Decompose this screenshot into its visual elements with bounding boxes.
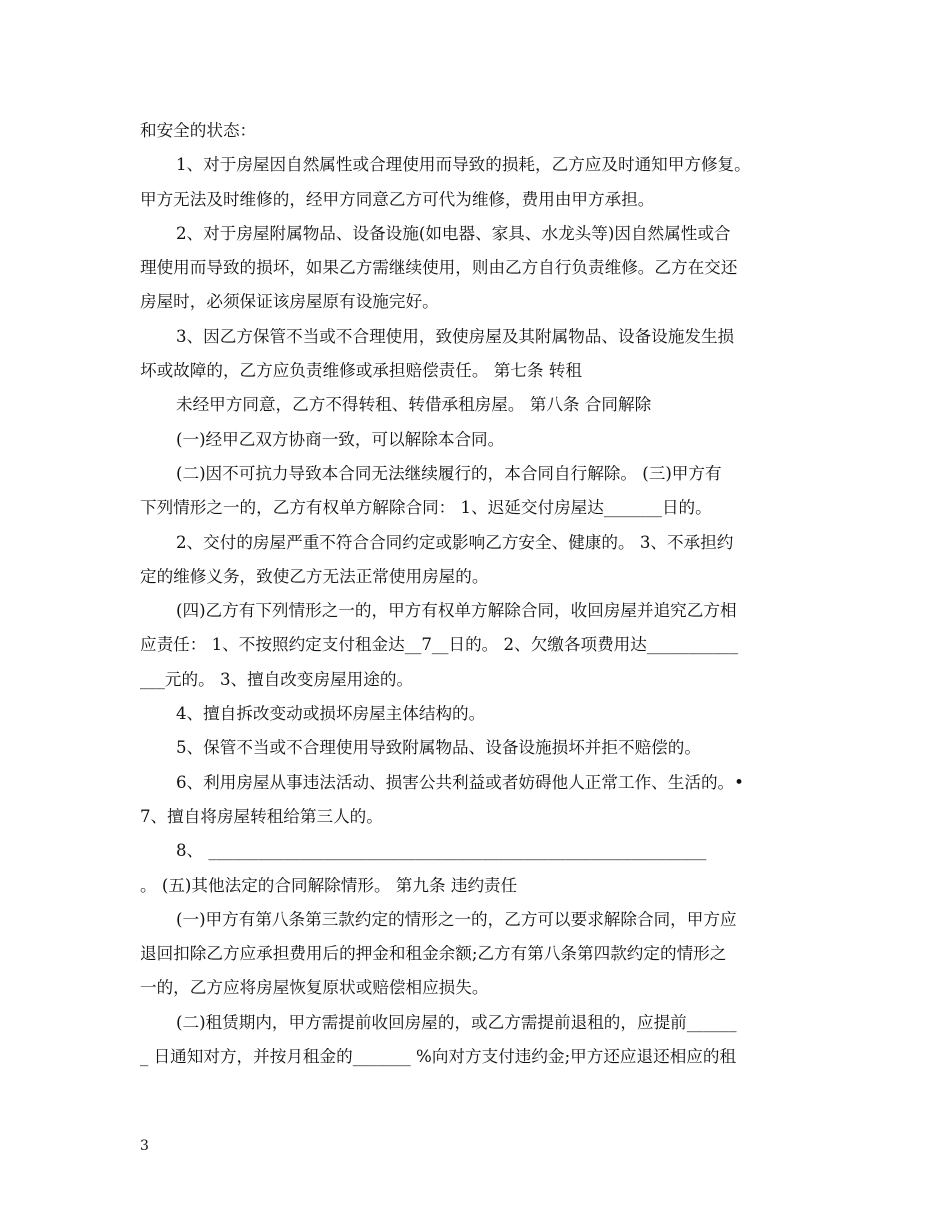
text-line: 甲方无法及时维修的，经甲方同意乙方可代为维修，费用由甲方承担。 xyxy=(140,189,655,209)
text-line: 坏或故障的，乙方应负责维修或承担赔偿责任。 第七条 转租 xyxy=(140,361,582,381)
text-line: (二)因不可抗力导致本合同无法继续履行的，本合同自行解除。 (三)甲方有 xyxy=(176,463,722,483)
document-body xyxy=(140,114,830,1074)
text-line: 7、擅自将房屋转租给第三人的。 xyxy=(140,806,383,826)
text-line: 6、利用房屋从事违法活动、损害公共利益或者妨碍他人正常工作、生活的。• xyxy=(176,772,744,792)
text-line: (二)租赁期内，甲方需提前收回房屋的，或乙方需提前退租的，应提前______ xyxy=(176,1012,737,1032)
text-line: 未经甲方同意，乙方不得转租、转借承租房屋。 第八条 合同解除 xyxy=(176,395,652,415)
text-line: 房屋时，必须保证该房屋原有设施完好。 xyxy=(140,292,439,312)
text-line: 应责任： 1、不按照约定支付租金达__7__日的。 2、欠缴各项费用达___________ xyxy=(140,635,739,655)
text-line: 下列情形之一的，乙方有权单方解除合同： 1、迟延交付房屋达_______日的。 xyxy=(140,498,712,518)
text-line: 理使用而导致的损坏，如果乙方需继续使用，则由乙方自行负责维修。乙方在交还 xyxy=(140,258,738,278)
text-line: _ 日通知对方，并按月租金的_______ %向对方支付违约金;甲方还应退还相应的租 xyxy=(140,1047,737,1067)
text-line: 2、交付的房屋严重不符合合同约定或影响乙方安全、健康的。 3、不承担约 xyxy=(176,532,734,552)
text-line: 1、对于房屋因自然属性或合理使用而导致的损耗，乙方应及时通知甲方修复。 xyxy=(176,155,751,175)
text-line: (一)甲方有第八条第三款约定的情形之一的，乙方可以要求解除合同，甲方应 xyxy=(176,909,737,929)
text-line: 4、擅自拆改变动或损坏房屋主体结构的。 xyxy=(176,704,486,724)
text-line: 。 (五)其他法定的合同解除情形。 第九条 违约责任 xyxy=(140,875,518,895)
text-line: 退回扣除乙方应承担费用后的押金和租金余额;乙方有第八条第四款约定的情形之 xyxy=(140,944,727,964)
text-line: 和安全的状态： xyxy=(140,121,257,140)
text-line: 一的，乙方应将房屋恢复原状或赔偿相应损失。 xyxy=(140,978,489,998)
page-number: 3 xyxy=(140,1138,149,1154)
text-line: 3、因乙方保管不当或不合理使用，致使房屋及其附属物品、设备设施发生损 xyxy=(176,326,735,346)
text-line: (一)经甲乙双方协商一致，可以解除本合同。 xyxy=(176,429,505,449)
text-line: 8、 ____________________________________________________________ xyxy=(176,841,707,861)
text-line: ___元的。 3、擅自改变房屋用途的。 xyxy=(140,669,414,689)
text-line: 定的维修义务，致使乙方无法正常使用房屋的。 xyxy=(140,566,489,586)
text-line: (四)乙方有下列情形之一的，甲方有权单方解除合同，收回房屋并追究乙方相 xyxy=(176,601,737,621)
text-line: 5、保管不当或不合理使用导致附属物品、设备设施损坏并拒不赔偿的。 xyxy=(176,738,701,758)
text-line: 2、对于房屋附属物品、设备设施(如电器、家具、水龙头等)因自然属性或合 xyxy=(176,223,731,243)
